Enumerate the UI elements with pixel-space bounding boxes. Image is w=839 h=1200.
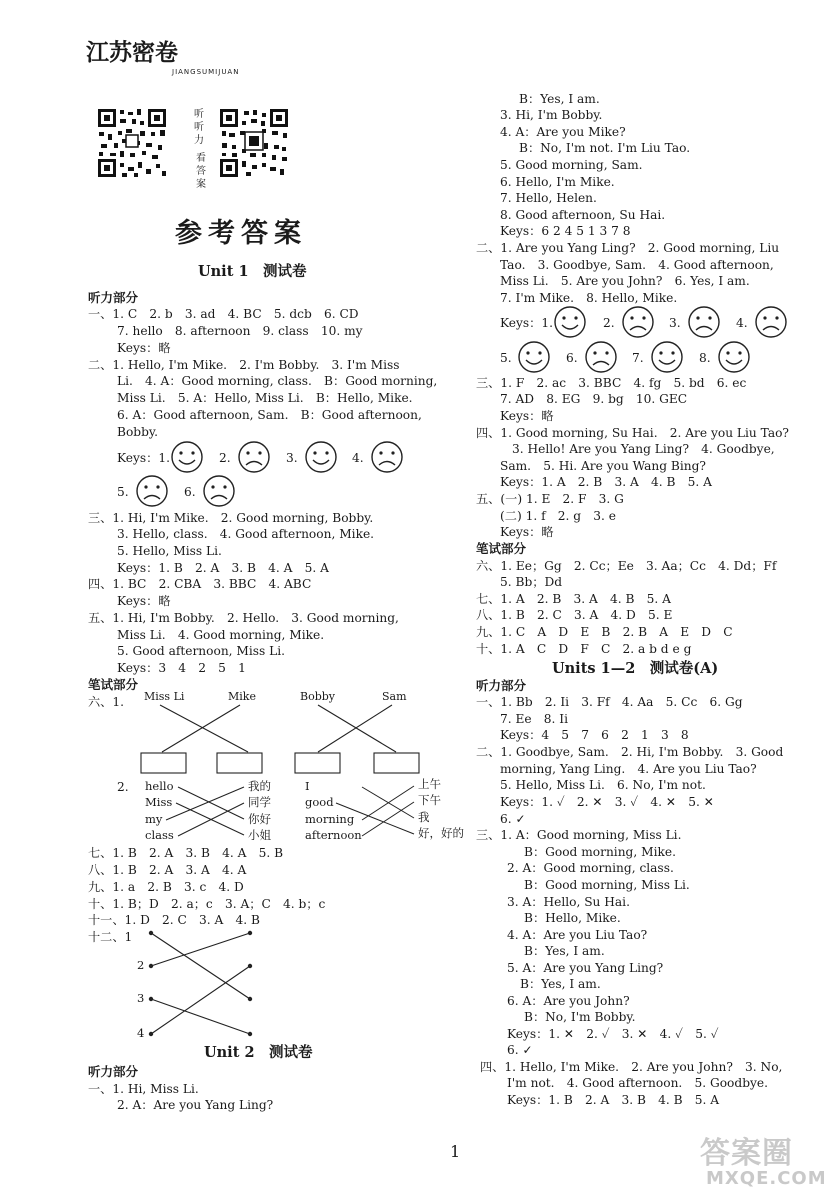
answer-line: 4. A：Are you Mike? [500, 125, 626, 139]
answer-line: 8. Good afternoon, Su Hai. [500, 208, 666, 222]
face-number: 4. [352, 451, 364, 465]
match-word: my [145, 812, 163, 826]
smile-face-icon [717, 340, 751, 374]
keys-label: Keys：1. [500, 316, 553, 330]
answer-line: Miss Li. 4. Good morning, Mike. [117, 628, 325, 642]
answer-line: Li. 4. A：Good morning, class. B：Good morning, [117, 374, 438, 388]
answer-line: 6. A：Are you John? [507, 994, 630, 1008]
face-number: 6. [566, 351, 578, 365]
answer-line: 5. Hello, Miss Li. [117, 544, 222, 558]
answer-line: Keys：1. B 2. A 3. B 4. B 5. A [507, 1093, 720, 1107]
answer-line: 7. AD 8. EG 9. bg 10. GEC [500, 392, 688, 406]
sad-face-icon [687, 305, 721, 339]
answer-line: Keys：1. A 2. B 3. A 4. B 5. A [500, 475, 712, 489]
unit1-listening-heading: 听力部分 [88, 290, 139, 305]
face-number: 2. [219, 451, 231, 465]
answer-line: 九、1. C A D E B 2. B A E D C [476, 625, 733, 639]
smile-face-icon [650, 340, 684, 374]
face-number: 5. [500, 351, 512, 365]
unit1-writing-heading: 笔试部分 [88, 677, 139, 692]
match-word: good [305, 795, 334, 809]
answer-line: 六、1. [88, 695, 125, 709]
answer-line: 2. [117, 780, 129, 794]
answer-line: 四、1. Good morning, Su Hai. 2. Are you Liu Tao? [476, 426, 789, 440]
face-number: 3. [669, 316, 681, 330]
answer-line: Keys：略 [117, 594, 171, 608]
match-word: 你好 [248, 812, 271, 826]
answer-line: 十、1. B；D 2. a；c 3. A；C 4. b；c [88, 897, 326, 911]
match-name: Mike [228, 690, 256, 703]
answer-line: 七、1. A 2. B 3. A 4. B 5. A [476, 592, 671, 606]
answer-line: I'm not. 4. Good afternoon. 5. Goodbye. [507, 1076, 768, 1090]
units12-listening-heading: 听力部分 [476, 678, 527, 693]
match-word: 下午 [418, 793, 441, 807]
face-number: 2. [603, 316, 615, 330]
sad-face-icon [621, 305, 655, 339]
match-word: 好，好的 [418, 826, 464, 840]
face-number: 7. [632, 351, 644, 365]
answer-line: B：Yes, I am. [524, 944, 605, 958]
answer-line: Miss Li. 5. A：Hello, Miss Li. B：Hello, Mike. [117, 391, 413, 405]
answer-line: B：Good morning, Miss Li. [524, 878, 690, 892]
smile-face-icon [517, 340, 551, 374]
watermark-url: MXQE.COM [706, 1168, 827, 1189]
match-word: class [145, 828, 174, 842]
answer-line: 6. ✓ [507, 1043, 533, 1057]
answer-line: Keys：略 [117, 341, 171, 355]
answer-line: B：No, I'm Bobby. [524, 1010, 636, 1024]
match-word: 同学 [248, 795, 271, 809]
answer-line: B：Hello, Mike. [524, 911, 621, 925]
match-word: 小姐 [248, 828, 271, 842]
answer-line: 三、1. Hi, I'm Mike. 2. Good morning, Bobby. [88, 511, 374, 525]
answer-line: 5. A：Are you Yang Ling? [507, 961, 664, 975]
answer-line: 六、1. Ee；Gg 2. Cc；Ee 3. Aa；Cc 4. Dd；Ff [476, 559, 777, 573]
answer-line: 7. Hello, Helen. [500, 191, 597, 205]
answer-line: 二、1. Hello, I'm Mike. 2. I'm Bobby. 3. I'm Miss [88, 358, 400, 372]
answer-line: 7. I'm Mike. 8. Hello, Mike. [500, 291, 678, 305]
match-word: morning [305, 812, 355, 826]
match-word: 上午 [418, 777, 441, 791]
dot-label: 2 [137, 958, 145, 972]
answer-line: 十、1. A C D F C 2. a b d e g [476, 642, 692, 656]
answer-line: 四、1. BC 2. CBA 3. BBC 4. ABC [88, 577, 312, 591]
answer-line: Sam. 5. Hi. Are you Wang Bing? [500, 459, 706, 473]
face-number: 3. [286, 451, 298, 465]
face-number: 5. [117, 485, 129, 499]
header-brand: 江苏密卷 [86, 39, 178, 66]
answer-line: 一、1. Bb 2. Ii 3. Ff 4. Aa 5. Cc 6. Gg [476, 695, 743, 709]
answer-line: 4. A：Are you Liu Tao? [507, 928, 648, 942]
page-title: 参考答案 [175, 218, 307, 249]
face-number: 6. [184, 485, 196, 499]
answer-line: 3. Hi, I'm Bobby. [500, 108, 603, 122]
answer-line: 5. Hello, Miss Li. 6. No, I'm not. [500, 778, 706, 792]
keys-label: Keys：1. [117, 451, 170, 465]
answer-line: Keys：3 4 2 5 1 [117, 661, 246, 675]
face-number: 8. [699, 351, 711, 365]
answer-line: 3. Hello! Are you Yang Ling? 4. Goodbye, [512, 442, 775, 456]
sad-face-icon [754, 305, 788, 339]
match-name: Miss Li [144, 690, 185, 703]
answer-line: Keys：略 [500, 409, 554, 423]
answer-line: Bobby. [117, 425, 159, 439]
answer-line: 十一、1. D 2. C 3. A 4. B [88, 913, 260, 927]
answer-line: Miss Li. 5. Are you John? 6. Yes, I am. [500, 274, 750, 288]
match-word: afternoon [305, 828, 362, 842]
answer-line: 5. Good morning, Sam. [500, 158, 643, 172]
match-word: Miss [145, 795, 173, 809]
answer-line: 一、1. Hi, Miss Li. [88, 1082, 199, 1096]
face-number: 4. [736, 316, 748, 330]
answer-line: 七、1. B 2. A 3. B 4. A 5. B [88, 846, 284, 860]
unit2-title: Unit 2 测试卷 [204, 1044, 313, 1061]
match-name: Sam [382, 690, 407, 703]
header-brand-small: JIANGSUMIJUAN [172, 68, 240, 76]
unit2-writing-heading: 笔试部分 [476, 541, 527, 556]
answer-line: Keys：6 2 4 5 1 3 7 8 [500, 224, 631, 238]
match-word: hello [145, 779, 174, 793]
match-name: Bobby [300, 690, 336, 703]
answer-line: 6. ✓ [500, 812, 526, 826]
answer-line: 3. Hello, class. 4. Good afternoon, Mike. [117, 527, 375, 541]
answer-line: 6. Hello, I'm Mike. [500, 175, 615, 189]
smile-face-icon [553, 305, 587, 339]
answer-line: 7. hello 8. afternoon 9. class 10. my [117, 324, 363, 338]
answer-line: 3. A：Hello, Su Hai. [507, 895, 630, 909]
answer-line: 八、1. B 2. C 3. A 4. D 5. E [476, 608, 673, 622]
answer-line: 三、1. F 2. ac 3. BBC 4. fg 5. bd 6. ec [476, 376, 747, 390]
answer-line: 一、1. C 2. b 3. ad 4. BC 5. dcb 6. CD [88, 307, 359, 321]
answer-line: B：Yes, I am. [519, 92, 600, 106]
answer-line: Keys：1. ✕ 2. ✓ 3. ✕ 4. ✓ 5. ✓ [507, 1027, 719, 1041]
answer-line: 二、1. Goodbye, Sam. 2. Hi, I'm Bobby. 3. Good [476, 745, 784, 759]
answer-line: (二) 1. f 2. g 3. e [500, 509, 616, 523]
units12-title: Units 1—2 测试卷(A) [552, 660, 719, 677]
answer-line: Keys：略 [500, 525, 554, 539]
answer-line: 三、1. A：Good morning, Miss Li. [476, 828, 682, 842]
answer-line: 四、1. Hello, I'm Mike. 2. Are you John? 3. No, [480, 1060, 783, 1074]
answer-line: 九、1. a 2. B 3. c 4. D [88, 880, 244, 894]
answer-line: 2. A：Good morning, class. [507, 861, 674, 875]
qr-label-listening: 听听力 [194, 109, 204, 146]
answer-line: 十二、1 [88, 930, 133, 944]
answer-line: B：No, I'm not. I'm Liu Tao. [519, 141, 691, 155]
match-word: 我 [418, 810, 430, 824]
answer-line: morning, Yang Ling. 4. Are you Liu Tao? [500, 762, 757, 776]
match-word: 我的 [248, 779, 271, 793]
answer-line: 八、1. B 2. A 3. A 4. A [88, 863, 247, 877]
answer-line: 2. A：Are you Yang Ling? [117, 1098, 274, 1112]
answer-line: B：Yes, I am. [520, 977, 601, 991]
answer-line: 二、1. Are you Yang Ling? 2. Good morning, Liu [476, 241, 780, 255]
dot-label: 3 [137, 991, 145, 1005]
answer-line: Keys：1. ✓ 2. ✕ 3. ✓ 4. ✕ 5. ✕ [500, 795, 714, 809]
answer-line: 5. Bb；Dd [500, 575, 563, 589]
answer-line: 5. Good afternoon, Miss Li. [117, 644, 286, 658]
unit2-listening-heading: 听力部分 [88, 1064, 139, 1079]
answer-line: 7. Ee 8. Ii [500, 712, 569, 726]
answer-line: B：Good morning, Mike. [524, 845, 676, 859]
answer-line: 五、1. Hi, I'm Bobby. 2. Hello. 3. Good morning, [88, 611, 399, 625]
answer-line: 6. A：Good afternoon, Sam. B：Good afternoon, [117, 408, 422, 422]
answer-line: 五、(一) 1. E 2. F 3. G [476, 492, 624, 506]
answer-line: Keys：1. B 2. A 3. B 4. A 5. A [117, 561, 329, 575]
dot-label: 4 [137, 1026, 145, 1040]
unit1-title: Unit 1 测试卷 [198, 263, 307, 280]
watermark: 答案圈 [700, 1136, 793, 1171]
match-word: I [305, 779, 310, 793]
answer-line: Keys：4 5 7 6 2 1 3 8 [500, 728, 689, 742]
answer-line: Tao. 3. Goodbye, Sam. 4. Good afternoon, [500, 258, 774, 272]
page-number: 1 [450, 1142, 461, 1161]
sad-face-icon [584, 340, 618, 374]
qr-label-answers: 看答案 [196, 153, 206, 190]
